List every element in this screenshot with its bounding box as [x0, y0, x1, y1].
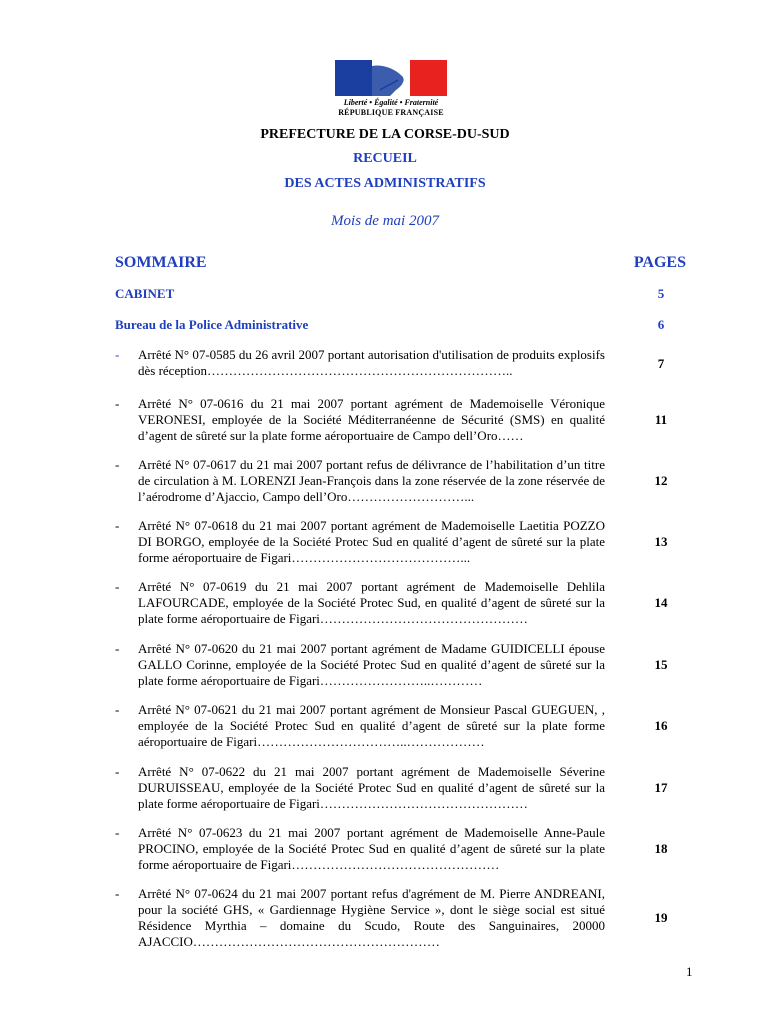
entry-page: 18	[654, 841, 668, 856]
month-label: Mois de mai 2007	[331, 213, 439, 229]
entry-text: Arrêté N° 07-0623 du 21 mai 2007 portant agrément de Mademoiselle Anne-Paule PROCINO, employée de la Société Protec Sud en qualité d’agent de sûreté sur la plate forme aéroportuaire de Figari…………………………………………	[138, 825, 605, 872]
entry-page: 12	[654, 473, 668, 488]
entry-dash: -	[115, 579, 120, 594]
entry-text: Arrêté N° 07-0617 du 21 mai 2007 portant refus de délivrance de l’habilitation d’un titre de circulation à M. LORENZI Jean-François dans la zone réservée de la zone réservée de l’aérodrome d’Ajaccio, Campo dell’Oro………………………...	[138, 457, 605, 504]
section-cabinet-page: 5	[657, 286, 665, 301]
entry-dash: -	[115, 457, 120, 472]
entry-dash: -	[115, 825, 120, 840]
sommaire-heading: SOMMAIRE	[115, 254, 207, 271]
marianne-logo	[334, 60, 448, 117]
entry-dash: -	[115, 347, 120, 362]
republic-label: RÉPUBLIQUE FRANÇAISE	[338, 108, 444, 117]
entry-dash: -	[115, 641, 120, 656]
entry-dash: -	[115, 886, 120, 901]
motto: Liberté • Égalité • Fraternité	[343, 98, 439, 107]
entry-text: Arrêté N° 07-0620 du 21 mai 2007 portant agrément de Madame GUIDICELLI épouse GALLO Corinne, employée de la Société Protec Sud en qualité d’agent de sûreté sur la plate forme aéroportuaire de Figari……………………..…………	[138, 641, 605, 688]
entry-page: 15	[654, 657, 668, 672]
section-cabinet[interactable]: CABINET	[115, 286, 175, 301]
section-bureau-page: 6	[657, 317, 665, 332]
entry-text: Arrêté N° 07-0624 du 21 mai 2007 portant refus d'agrément de M. Pierre ANDREANI, pour la société GHS, « Gardiennage Hygiène Service », dont le siège social est situé Résidence Myrthia – domaine du Scudo, Route des Sanguinaires, 20000 AJACCIO…………………………………………………	[138, 886, 605, 949]
entry-text: Arrêté N° 07-0618 du 21 mai 2007 portant agrément de Mademoiselle Laetitia POZZO DI BORGO, employée de la Société Protec Sud en qualité d’agent de sûreté sur la plate forme aéroportuaire de Figari…………………………………...	[138, 518, 605, 565]
entry-dash: -	[115, 518, 120, 533]
entry-text: Arrêté N° 07-0585 du 26 avril 2007 portant autorisation d'utilisation de produits explosifs dès réception……………………………………………………………..	[138, 347, 605, 378]
entry-page: 7	[657, 356, 665, 371]
pages-heading: PAGES	[633, 254, 686, 271]
tricolor-flag	[335, 60, 447, 96]
entry-page: 16	[654, 718, 668, 733]
marianne-profile-icon	[372, 60, 409, 96]
entry-dash: -	[115, 702, 120, 717]
prefecture-title: PREFECTURE DE LA CORSE-DU-SUD	[260, 127, 510, 142]
recueil-title: RECUEIL	[353, 151, 417, 166]
entry-page: 13	[654, 534, 668, 549]
entry-text: Arrêté N° 07-0622 du 21 mai 2007 portant agrément de Mademoiselle Séverine DURUISSEAU, employée de la Société Protec Sud en qualité d’agent de sûreté sur la plate forme aéroportuaire de Figari…………………………………………	[138, 764, 605, 811]
entry-page: 11	[654, 412, 668, 427]
entry-page: 19	[654, 910, 668, 925]
entry-text: Arrêté N° 07-0616 du 21 mai 2007 portant agrément de Mademoiselle Véronique VERONESI, employée de la Société Méditerranéenne de Sécurité (SMS) en qualité d’agent de sûreté sur la plate forme aéroportuaire de Campo dell’Oro……	[138, 396, 605, 443]
entry-dash: -	[115, 764, 120, 779]
entry-dash: -	[115, 396, 120, 411]
actes-title: DES ACTES ADMINISTRATIFS	[284, 176, 486, 191]
entry-page: 14	[654, 595, 668, 610]
page-number: 1	[686, 964, 693, 979]
entry-text: Arrêté N° 07-0621 du 21 mai 2007 portant agrément de Monsieur Pascal GUEGUEN, , employée de la Société Protec Sud en qualité d’agent de sûreté sur la plate forme aéroportuaire de Figari……………………………..………………	[138, 702, 605, 749]
entry-text: Arrêté N° 07-0619 du 21 mai 2007 portant agrément de Mademoiselle Dehlila LAFOURCADE, employée de la Société Protec Sud, en qualité d’agent de sûreté sur la plate forme aéroportuaire de Figari…………………………………………	[138, 579, 605, 626]
section-bureau[interactable]: Bureau de la Police Administrative	[115, 317, 309, 332]
entry-page: 17	[654, 780, 668, 795]
